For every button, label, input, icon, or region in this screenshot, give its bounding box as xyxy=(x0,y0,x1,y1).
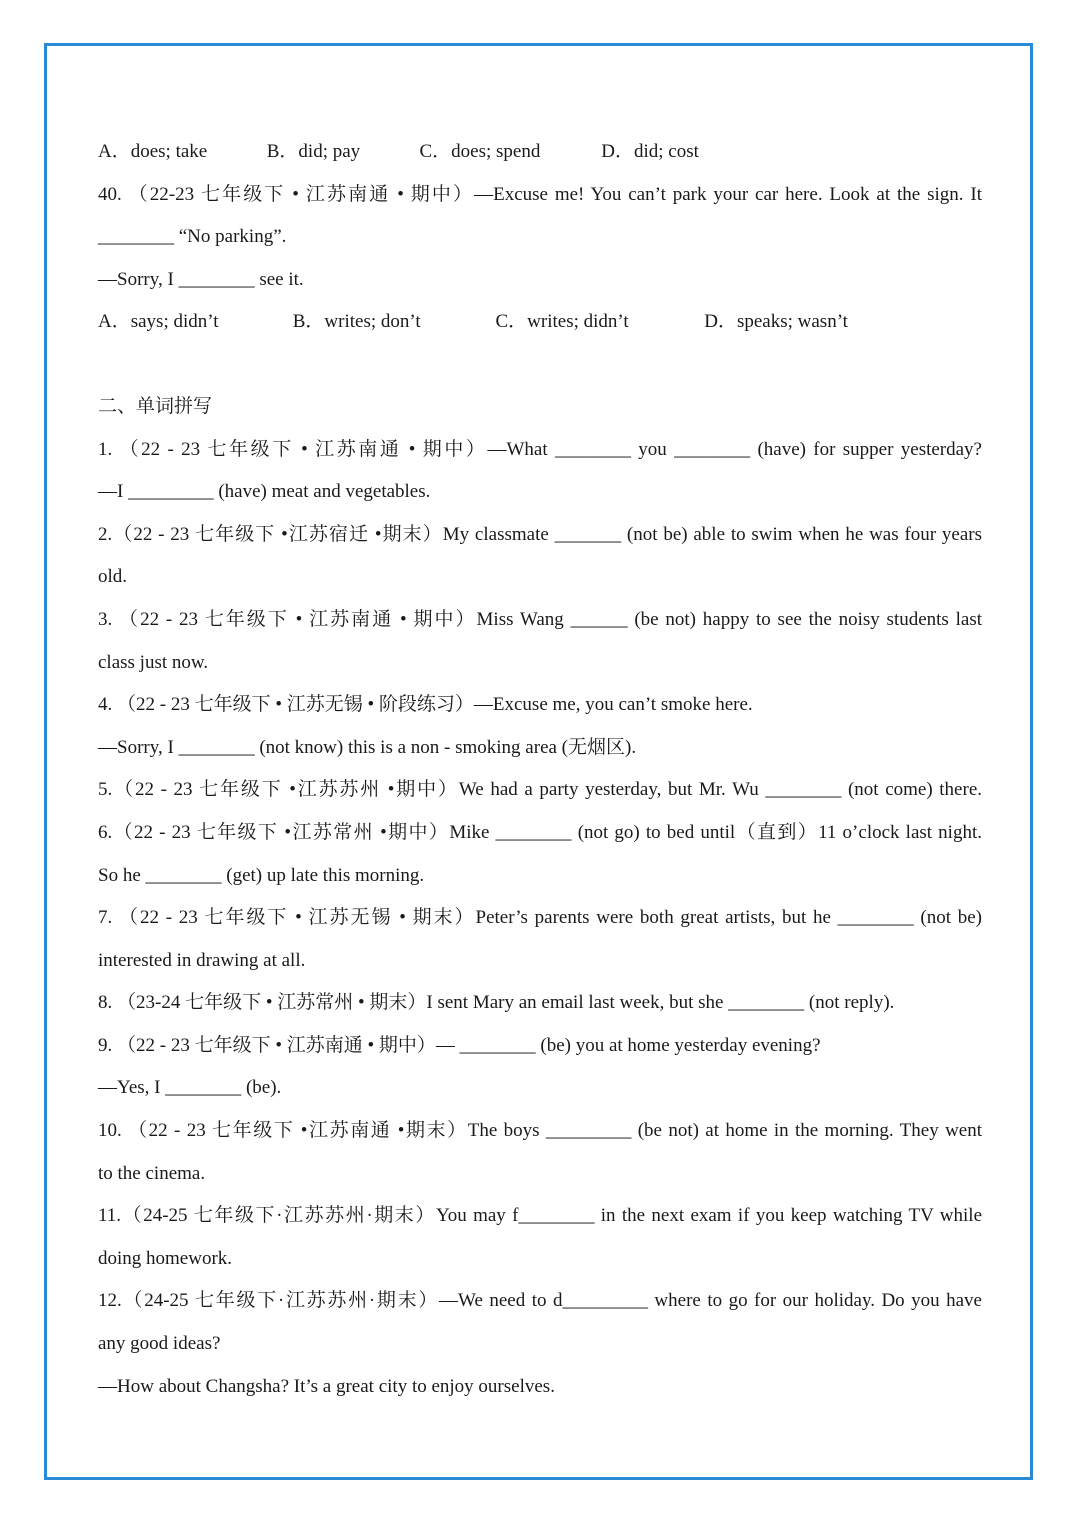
q39-options xyxy=(98,138,982,181)
q4-line-1: 4. （22 - 23 七年级下 • 江苏无锡 • 阶段练习）—Excuse me, you can’t smoke here. xyxy=(98,694,753,716)
q9-line-1: 9. （22 - 23 七年级下 • 江苏南通 • 期中）— ________ (be) you at home yesterday evening? xyxy=(98,1034,821,1056)
q2-line-1: 2.（22 - 23 七年级下 •江苏宿迁 •期末）My classmate _______ (not be) able to swim when he was four years xyxy=(98,523,982,545)
q11-line-2: doing homework. xyxy=(98,1247,233,1269)
q12-line-3: —How about Changsha? It’s a great city to enjoy ourselves. xyxy=(98,1375,555,1397)
q6-line-2: So he ________ (get) up late this morning. xyxy=(98,864,425,886)
section-title: 二、单词拼写 xyxy=(98,395,213,417)
q3-line-2: class just now. xyxy=(98,651,209,673)
q40-option-b: B．writes; don’t xyxy=(292,311,421,333)
q40-options xyxy=(98,308,982,351)
q10-line-2: to the cinema. xyxy=(98,1162,206,1184)
worksheet-content xyxy=(98,138,982,1415)
q40-line-2: ________ “No parking”. xyxy=(98,226,287,248)
q12-line-2: any good ideas? xyxy=(98,1333,221,1355)
q39-option-b: B．did; pay xyxy=(266,141,361,162)
q8-line-1: 8. （23-24 七年级下 • 江苏常州 • 期末）I sent Mary an email last week, but she ________ (not reply). xyxy=(98,992,895,1014)
q1-line-1: 1. （22 - 23 七年级下 • 江苏南通 • 期中）—What ________ you ________ (have) for supper yesterday? xyxy=(98,438,982,460)
q7-line-1: 7. （22 - 23 七年级下 • 江苏无锡 • 期末）Peter’s parents were both great artists, but he ________ (not be) xyxy=(98,907,982,929)
q3-line-1: 3. （22 - 23 七年级下 • 江苏南通 • 期中）Miss Wang ______ (be not) happy to see the noisy students last xyxy=(98,608,982,630)
q40-line-1: 40. （22-23 七年级下 • 江苏南通 • 期中）—Excuse me! You can’t park your car here. Look at the sign. It xyxy=(98,183,982,205)
q6-line-1: 6.（22 - 23 七年级下 •江苏常州 •期中）Mike ________ (not go) to bed until（直到）11 o’clock last night. xyxy=(98,821,982,843)
q40-option-c: C．writes; didn’t xyxy=(495,311,629,333)
q12-line-1: 12.（24-25 七年级下·江苏苏州·期末）—We need to d_________ where to go for our holiday. Do you have xyxy=(98,1290,982,1312)
q39-option-d: D．did; cost xyxy=(601,141,699,162)
q39-option-a: A．does; take xyxy=(98,141,208,162)
q40-option-a: A．says; didn’t xyxy=(98,311,219,333)
q1-line-2: —I _________ (have) meat and vegetables. xyxy=(98,481,431,503)
q40-option-d: D．speaks; wasn’t xyxy=(704,311,848,333)
q7-line-2: interested in drawing at all. xyxy=(98,949,306,971)
q4-line-2: —Sorry, I ________ (not know) this is a non - smoking area (无烟区). xyxy=(98,736,637,758)
q40-line-3: —Sorry, I ________ see it. xyxy=(98,268,304,290)
q9-line-2: —Yes, I ________ (be). xyxy=(98,1077,282,1099)
q39-option-c: C．does; spend xyxy=(419,141,541,162)
q2-line-2: old. xyxy=(98,566,128,588)
q10-line-1: 10. （22 - 23 七年级下 •江苏南通 •期末）The boys _________ (be not) at home in the morning. They went xyxy=(98,1120,982,1142)
q11-line-1: 11.（24-25 七年级下·江苏苏州·期末）You may f________ in the next exam if you keep watching TV while xyxy=(98,1205,982,1227)
q5-line-1: 5.（22 - 23 七年级下 •江苏苏州 •期中）We had a party yesterday, but Mr. Wu ________ (not come) there. xyxy=(98,779,982,801)
